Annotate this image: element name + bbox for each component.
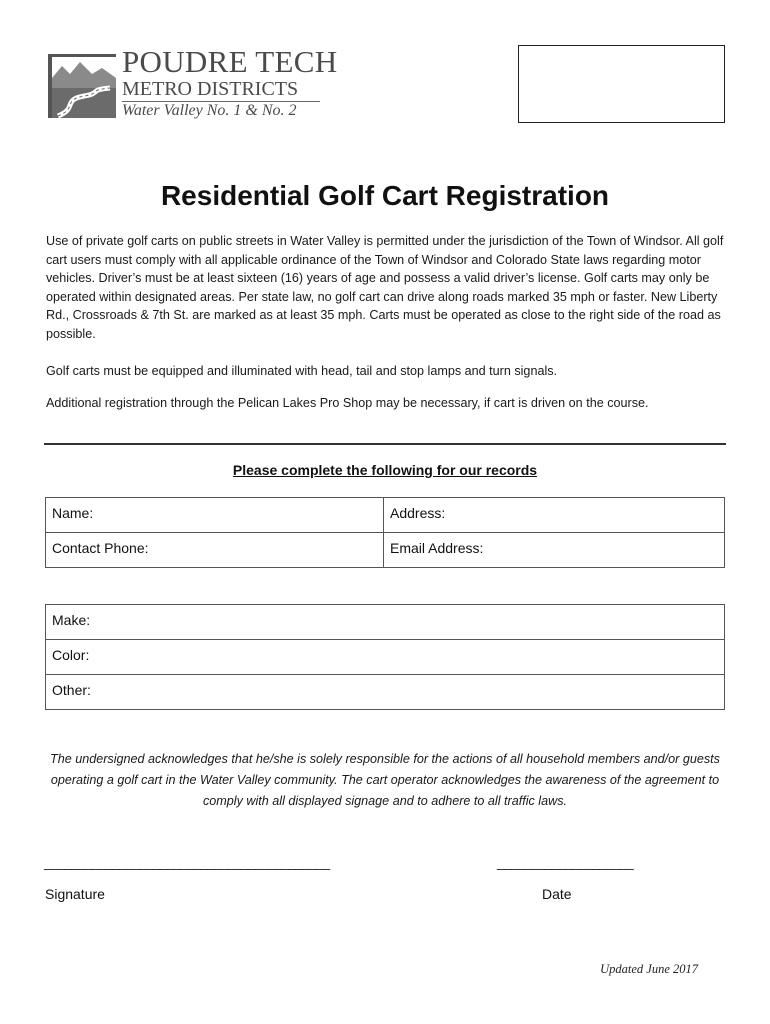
district-logo [48,44,378,124]
contact-phone-field[interactable] [46,533,384,568]
acknowledgement-text: The undersigned acknowledges that he/she is solely responsible for the actions of all household members and/or guests operating a golf cart in the Water Valley community. The cart operator acknowledges the awareness of the agreement to comply with all displayed signage and to adhere to all traffic laws. [50,752,720,808]
logo-tagline: Water Valley No. 1 & No. 2 [122,102,297,119]
email-address-label: Email Address: [390,540,484,556]
page-title: Residential Golf Cart Registration [160,180,610,211]
make-field[interactable] [46,605,725,640]
logo-subtitle: METRO DISTRICTS [122,78,299,100]
address-label: Address: [390,505,446,521]
equipment-paragraph: Golf carts must be equipped and illuminated with head, tail and stop lamps and turn signals. [46,364,558,378]
email-address-field[interactable] [384,533,725,568]
office-use-box [518,45,725,123]
make-label: Make: [52,612,91,628]
name-label: Name: [52,505,94,521]
records-heading: Please complete the following for our records [232,462,538,478]
address-field[interactable] [384,498,725,533]
color-field[interactable] [46,640,725,675]
date-line[interactable]: ____________________ [497,854,633,870]
name-field[interactable] [46,498,384,533]
other-field[interactable] [46,675,725,710]
other-label: Other: [52,682,91,698]
pro-shop-paragraph: Additional registration through the Pelican Lakes Pro Shop may be necessary, if cart is driven on the course. [46,396,649,410]
updated-date: Updated June 2017 [600,962,698,976]
signature-label: Signature [45,886,105,902]
section-divider [44,443,726,445]
color-label: Color: [52,647,90,663]
intro-paragraph: Use of private golf carts on public streets in Water Valley is permitted under the jurisdiction of the Town of Windsor. All golf cart users must comply with all applicable ordinance of the Town of Windsor and Colorado State laws regarding motor vehicles. Driver’s must be at least sixteen (16) years of age and possess a valid driver’s license. Golf carts may only be operated within designated areas. Per state law, no golf cart can drive along roads marked 35 mph or faster. New Liberty Rd., Crossroads & 7th St. are marked as at least 35 mph. Carts must be operated as close to the right side of the road as possible. [46,234,724,341]
owner-info-table [45,497,725,568]
cart-info-table [45,604,725,710]
mountain-road-logo-icon [48,48,116,122]
date-label: Date [542,886,572,902]
logo-title: POUDRE TECH [122,44,338,79]
contact-phone-label: Contact Phone: [52,540,149,556]
signature-line[interactable]: __________________________________________ [44,854,330,870]
